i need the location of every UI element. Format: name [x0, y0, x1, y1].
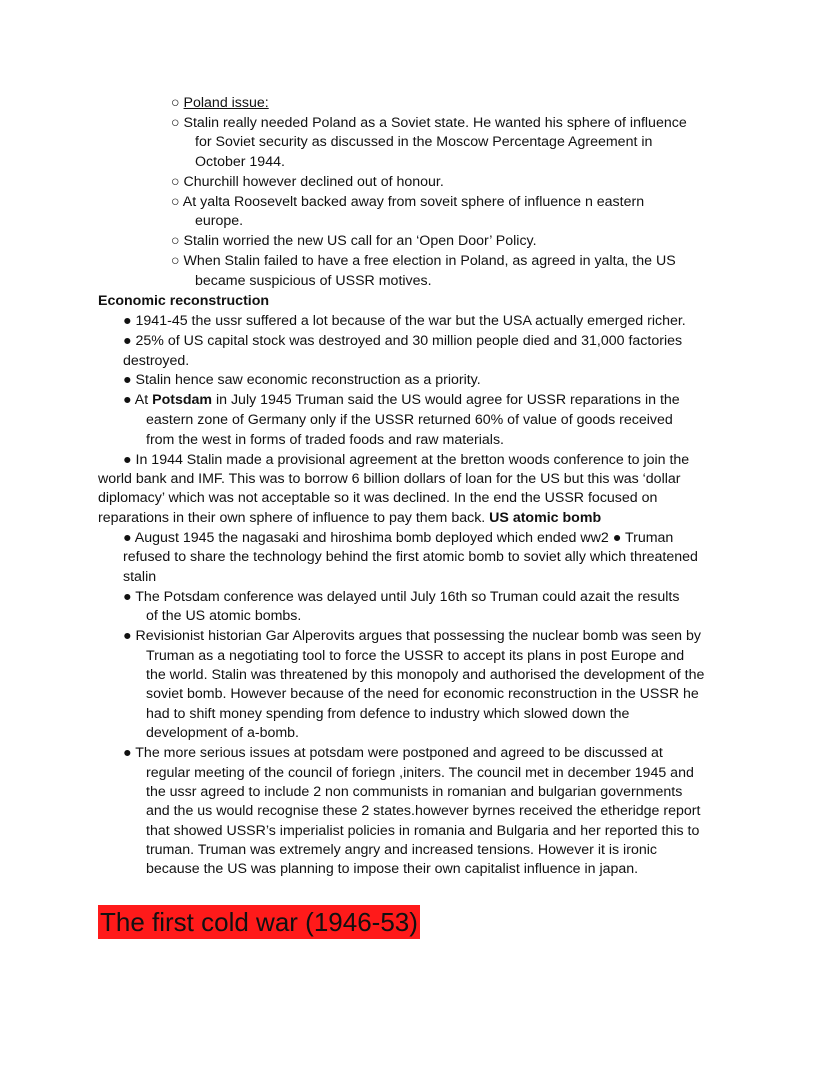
us-atomic-bomb-heading: US atomic bomb [489, 510, 602, 526]
list-item-continuation: Truman as a negotiating tool to force the USSR to accept its plans in post Europe and [146, 648, 685, 664]
list-item-continuation: stalin [123, 569, 157, 585]
list-item-continuation: the world. Stalin was threatened by this monopoly and authorised the development of the [146, 667, 705, 683]
poland-issue-title: ○ Poland issue: [171, 95, 269, 111]
list-item-continuation: soviet bomb. However because of the need for economic reconstruction in the USSR he [146, 686, 699, 702]
list-item: ○ Stalin worried the new US call for an ‘Open Door’ Policy. [171, 233, 537, 249]
list-item: ● 1941-45 the ussr suffered a lot because of the war but the USA actually emerged richer. [123, 313, 686, 329]
paragraph-line: reparations in their own sphere of influence to pay them back. US atomic bomb [98, 510, 602, 526]
list-item-continuation: truman. Truman was extremely angry and increased tensions. However it is ironic [146, 842, 657, 858]
list-item: ● 25% of US capital stock was destroyed and 30 million people died and 31,000 factories [123, 333, 683, 349]
list-item-continuation: destroyed. [123, 353, 190, 369]
paragraph-line: world bank and IMF. This was to borrow 6 billion dollars of loan for the US but this was ‘dollar [98, 471, 681, 487]
list-item-continuation: for Soviet security as discussed in the Moscow Percentage Agreement in [195, 134, 653, 150]
list-item: ● August 1945 the nagasaki and hiroshima bomb deployed which ended ww2 ● Truman [123, 530, 674, 546]
list-item-continuation: became suspicious of USSR motives. [195, 273, 432, 289]
list-item-continuation: of the US atomic bombs. [146, 608, 302, 624]
list-item: ● The Potsdam conference was delayed until July 16th so Truman could azait the results [123, 589, 680, 605]
list-item: ● Revisionist historian Gar Alperovits argues that possessing the nuclear bomb was seen by [123, 628, 701, 644]
list-item: ○ Stalin really needed Poland as a Soviet state. He wanted his sphere of influence [171, 115, 687, 131]
list-item: ○ At yalta Roosevelt backed away from soveit sphere of influence n eastern [171, 194, 645, 210]
list-item-continuation: development of a-bomb. [146, 725, 300, 741]
list-item-continuation: because the US was planning to impose their own capitalist influence in japan. [146, 861, 639, 877]
paragraph-line: diplomacy’ which was not acceptable so it was declined. In the end the USSR focused on [98, 490, 658, 506]
list-item-continuation: eastern zone of Germany only if the USSR returned 60% of value of goods received [146, 412, 673, 428]
list-item-continuation: that showed USSR’s imperialist policies in romania and Bulgaria and her reported this to [146, 823, 700, 839]
economic-reconstruction-heading: Economic reconstruction [98, 293, 270, 309]
list-item: ○ When Stalin failed to have a free election in Poland, as agreed in yalta, the US [171, 253, 676, 269]
list-item-continuation: had to shift money spending from defence to industry which slowed down the [146, 706, 630, 722]
list-item: ● The more serious issues at potsdam were postponed and agreed to be discussed at [123, 745, 663, 761]
list-item-continuation: October 1944. [195, 154, 285, 170]
list-item: ● At Potsdam in July 1945 Truman said the US would agree for USSR reparations in the [123, 392, 680, 408]
list-item-continuation: and the us would recognise these 2 states.however byrnes received the etheridge report [146, 803, 701, 819]
list-item-continuation: the ussr agreed to include 2 non communists in romanian and bulgarian governments [146, 784, 683, 800]
list-item-continuation: europe. [195, 213, 244, 229]
list-item: ● In 1944 Stalin made a provisional agreement at the bretton woods conference to join the [123, 452, 690, 468]
section-title-first-cold-war: The first cold war (1946-53) [100, 907, 418, 937]
list-item: ○ Churchill however declined out of honour. [171, 174, 444, 190]
list-item-continuation: regular meeting of the council of foriegn ,initers. The council met in december 1945 and [146, 765, 694, 781]
list-item-continuation: refused to share the technology behind the first atomic bomb to soviet ally which threatened [123, 549, 698, 565]
list-item-continuation: from the west in forms of traded foods and raw materials. [146, 432, 504, 448]
list-item: ● Stalin hence saw economic reconstruction as a priority. [123, 372, 481, 388]
